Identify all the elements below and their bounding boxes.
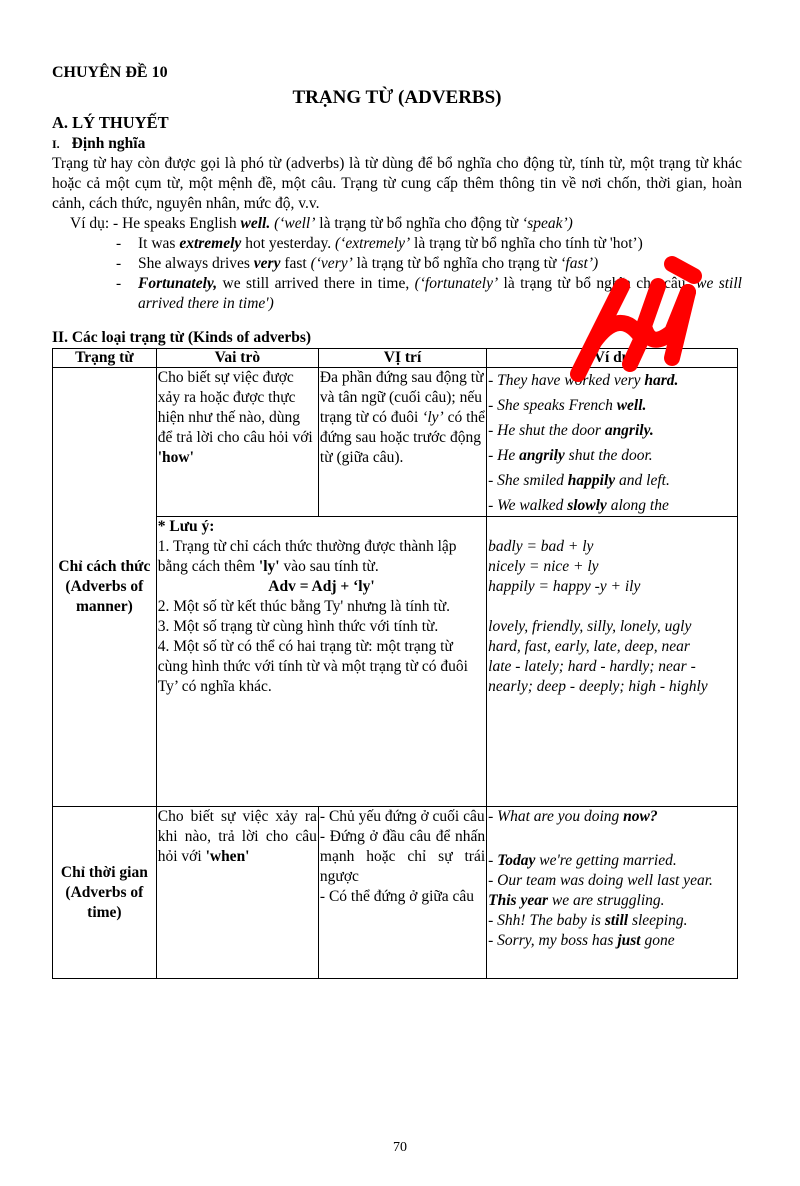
topic-label: CHUYÊN ĐỀ 10 xyxy=(52,64,168,81)
watermark-stroke xyxy=(594,323,642,364)
note-4: 4. Một số từ có thể có hai trạng từ: một trạng từ cùng hình thức với tính từ và một trạng từ có đuôi Ty’ có nghĩa khác. xyxy=(157,638,468,695)
section-a-heading: A. LÝ THUYẾT xyxy=(52,113,169,132)
time-example-4 xyxy=(488,911,736,931)
adverbs-table xyxy=(52,348,738,979)
manner-example-text: - They have worked very xyxy=(488,372,645,389)
section-ii-heading: II. Các loại trạng từ (Kinds of adverbs) xyxy=(52,329,312,346)
time-example-5-adverb: just xyxy=(617,932,641,949)
time-example-5-text: - Sorry, my boss has xyxy=(488,932,618,949)
manner-role-text: Cho biết sự việc được xảy ra hoặc được thực hiện như thế nào, dùng để trả lời cho câu hỏi với xyxy=(157,369,313,446)
example-1-adverb: well. xyxy=(240,215,271,232)
note-1-text: 1. Trạng từ chỉ cách thức thường được thành lập bằng cách thêm xyxy=(157,538,457,575)
manner-example-end: along the xyxy=(606,497,669,514)
time-example-3-adverb: This year xyxy=(488,892,548,909)
manner-example-item xyxy=(488,418,736,443)
time-example-5 xyxy=(488,931,736,951)
time-role-cell xyxy=(156,807,318,979)
time-example-3 xyxy=(488,871,736,911)
note-example-1: badly = bad + ly xyxy=(488,538,594,555)
note-1 xyxy=(158,537,485,577)
note-example-5: hard, fast, early, late, deep, near xyxy=(488,638,690,655)
manner-example-adverb: happily xyxy=(567,472,616,489)
header-cell: Trạng từ xyxy=(53,349,157,368)
example-2-mid: hot yesterday. xyxy=(241,235,336,252)
time-example-5-end: gone xyxy=(640,932,675,949)
note-example-2: nicely = nice + ly xyxy=(488,558,599,575)
spacer xyxy=(488,827,736,851)
time-example-4-adverb: still xyxy=(604,912,629,929)
manner-example-adverb: hard. xyxy=(644,372,679,389)
watermark-logo xyxy=(560,246,720,396)
example-4-adverb: Fortunately, xyxy=(138,275,218,292)
time-position-cell xyxy=(318,807,486,979)
manner-example-text: - She smiled xyxy=(488,472,568,489)
manner-position-text: Đa phần đứng sau động từ và tân ngữ (cuối câu); nếu trạng từ có đuôi xyxy=(319,369,484,426)
note-title-text: * Lưu ý: xyxy=(157,518,215,535)
bullet-dash: - xyxy=(116,235,122,252)
example-4-note-end: ‘we still arrived there in time') xyxy=(138,275,742,312)
time-example-1-adverb: now? xyxy=(623,808,658,825)
page-title: TRẠNG TỪ (ADVERBS) xyxy=(292,87,502,108)
watermark-stroke xyxy=(672,264,694,276)
note-1-keyword: 'ly' xyxy=(258,558,280,575)
example-1-text: Ví dụ: - He speaks English xyxy=(70,215,241,232)
manner-example-adverb: slowly xyxy=(567,497,607,514)
table-row xyxy=(53,807,738,979)
time-position-2: - Đứng ở đầu câu để nhấn mạnh hoặc chỉ sự trái ngược xyxy=(319,828,486,885)
spacer xyxy=(488,517,736,537)
section-i-heading xyxy=(52,134,742,154)
example-4-note-word: (‘fortunately’ xyxy=(414,275,499,292)
note-title xyxy=(158,517,485,537)
note-example-4: lovely, friendly, silly, lonely, ugly xyxy=(488,618,692,635)
example-3-adverb: very xyxy=(253,255,281,272)
manner-position-end: có thể đứng sau hoặc trước động từ (giữa câu). xyxy=(319,409,486,466)
manner-role-keyword: 'how' xyxy=(157,449,194,466)
time-example-1 xyxy=(488,807,736,827)
manner-position-suffix: ‘ly’ xyxy=(422,409,444,426)
manner-example-text: - She speaks French xyxy=(488,397,617,414)
time-example-2-adverb: Today xyxy=(497,852,536,869)
example-2-note-word: (‘extremely’ xyxy=(335,235,411,252)
time-example-4-text: - Shh! The baby is xyxy=(488,912,605,929)
note-example-6: late - lately; hard - hardly; near - nearly; deep - deeply; high - highly xyxy=(488,658,708,695)
time-example-2-end: we're getting married. xyxy=(535,852,677,869)
time-examples-cell xyxy=(487,807,738,979)
manner-example-item xyxy=(488,393,736,418)
bullet-dash: - xyxy=(116,255,122,272)
definition-paragraph: Trạng từ hay còn được gọi là phó từ (adverbs) là từ dùng để bổ nghĩa cho động từ, tính từ, một trạng từ khác hoặc cả một cụm từ, một mệnh đề, một câu. Trạng từ cung cấp thêm thông tin về nơi chốn, thời gian, hoàn cảnh, cách thức, nguyên nhân, mức độ, v.v. xyxy=(52,155,742,212)
time-example-2-text: - xyxy=(488,852,498,869)
manner-example-text: - We walked xyxy=(488,497,568,514)
note-2: 2. Một số từ kết thúc bằng Ty' nhưng là tính từ. xyxy=(157,598,451,615)
section-i-number: I. xyxy=(52,137,60,151)
manner-example-text: - He shut the door xyxy=(488,422,605,439)
note-example-3: happily = happy -y + ily xyxy=(488,578,641,595)
manner-example-end: and left. xyxy=(615,472,670,489)
kind-manner-cell: Chỉ cách thức (Adverbs of manner) xyxy=(53,368,157,807)
manner-example-adverb: angrily. xyxy=(604,422,654,439)
time-role-keyword: 'when' xyxy=(205,848,250,865)
manner-notes-cell xyxy=(156,517,486,807)
time-example-3-text: - Our team was doing well last year. xyxy=(488,872,713,889)
section-i-title: Định nghĩa xyxy=(71,135,146,152)
example-1 xyxy=(52,214,742,234)
example-3-note-end: ‘fast’) xyxy=(560,255,599,272)
example-1-note: là trạng từ bổ nghĩa cho động từ xyxy=(315,215,523,232)
time-position-3: - Có thể đứng ở giữa câu xyxy=(319,888,475,905)
manner-example-adverb: angrily xyxy=(519,447,565,464)
example-4-note: là trạng từ bổ nghĩa cho câu xyxy=(498,275,691,292)
manner-example-adverb: well. xyxy=(616,397,647,414)
example-4-mid: we still arrived there in time, xyxy=(217,275,415,292)
spacer xyxy=(488,597,736,617)
manner-example-item xyxy=(488,468,736,493)
formula: Adv = Adj + ‘ly' xyxy=(268,578,375,595)
manner-example-item xyxy=(488,493,736,516)
time-examples-list xyxy=(488,807,736,978)
note-1-end: vào sau tính từ. xyxy=(279,558,379,575)
manner-role-cell xyxy=(156,368,318,517)
header-cell: Ví dụ xyxy=(487,349,738,368)
time-example-4-end: sleeping. xyxy=(628,912,688,929)
time-example-3-end: we are struggling. xyxy=(547,892,665,909)
time-role-text: Cho biết sự việc xảy ra khi nào, trả lời cho câu hỏi với xyxy=(157,808,317,865)
example-1-note-end: ‘speak’) xyxy=(522,215,573,232)
page-number: 70 xyxy=(393,1140,407,1155)
header-cell: VỊ trí xyxy=(318,349,486,368)
example-3-mid: fast xyxy=(280,255,311,272)
note-3: 3. Một số trạng từ cùng hình thức với tính từ. xyxy=(157,618,439,635)
document-page xyxy=(52,62,742,979)
example-2-text: It was xyxy=(138,235,180,252)
manner-example-end: shut the door. xyxy=(564,447,653,464)
header-cell: Vai trò xyxy=(156,349,318,368)
manner-example-text: - He xyxy=(488,447,520,464)
example-2-adverb: extremely xyxy=(179,235,242,252)
manner-position-cell xyxy=(318,368,486,517)
example-3-note: là trạng từ bổ nghĩa cho trạng từ xyxy=(352,255,561,272)
example-3-text: She always drives xyxy=(138,255,254,272)
time-example-1-text: - What are you doing xyxy=(488,808,624,825)
example-3-note-word: (‘very’ xyxy=(310,255,353,272)
watermark-stroke xyxy=(672,292,688,358)
example-2-note: là trạng từ bổ nghĩa cho tính từ 'hot’) xyxy=(410,235,643,252)
kind-time-cell: Chỉ thời gian (Adverbs of time) xyxy=(53,807,157,979)
example-1-note-word: (‘well’ xyxy=(270,215,316,232)
time-example-2 xyxy=(488,851,736,871)
bullet-dash: - xyxy=(116,275,122,292)
time-position-1: - Chủ yếu đứng ở cuối câu xyxy=(319,808,485,825)
manner-note-examples-cell xyxy=(487,517,738,807)
manner-example-item xyxy=(488,443,736,468)
